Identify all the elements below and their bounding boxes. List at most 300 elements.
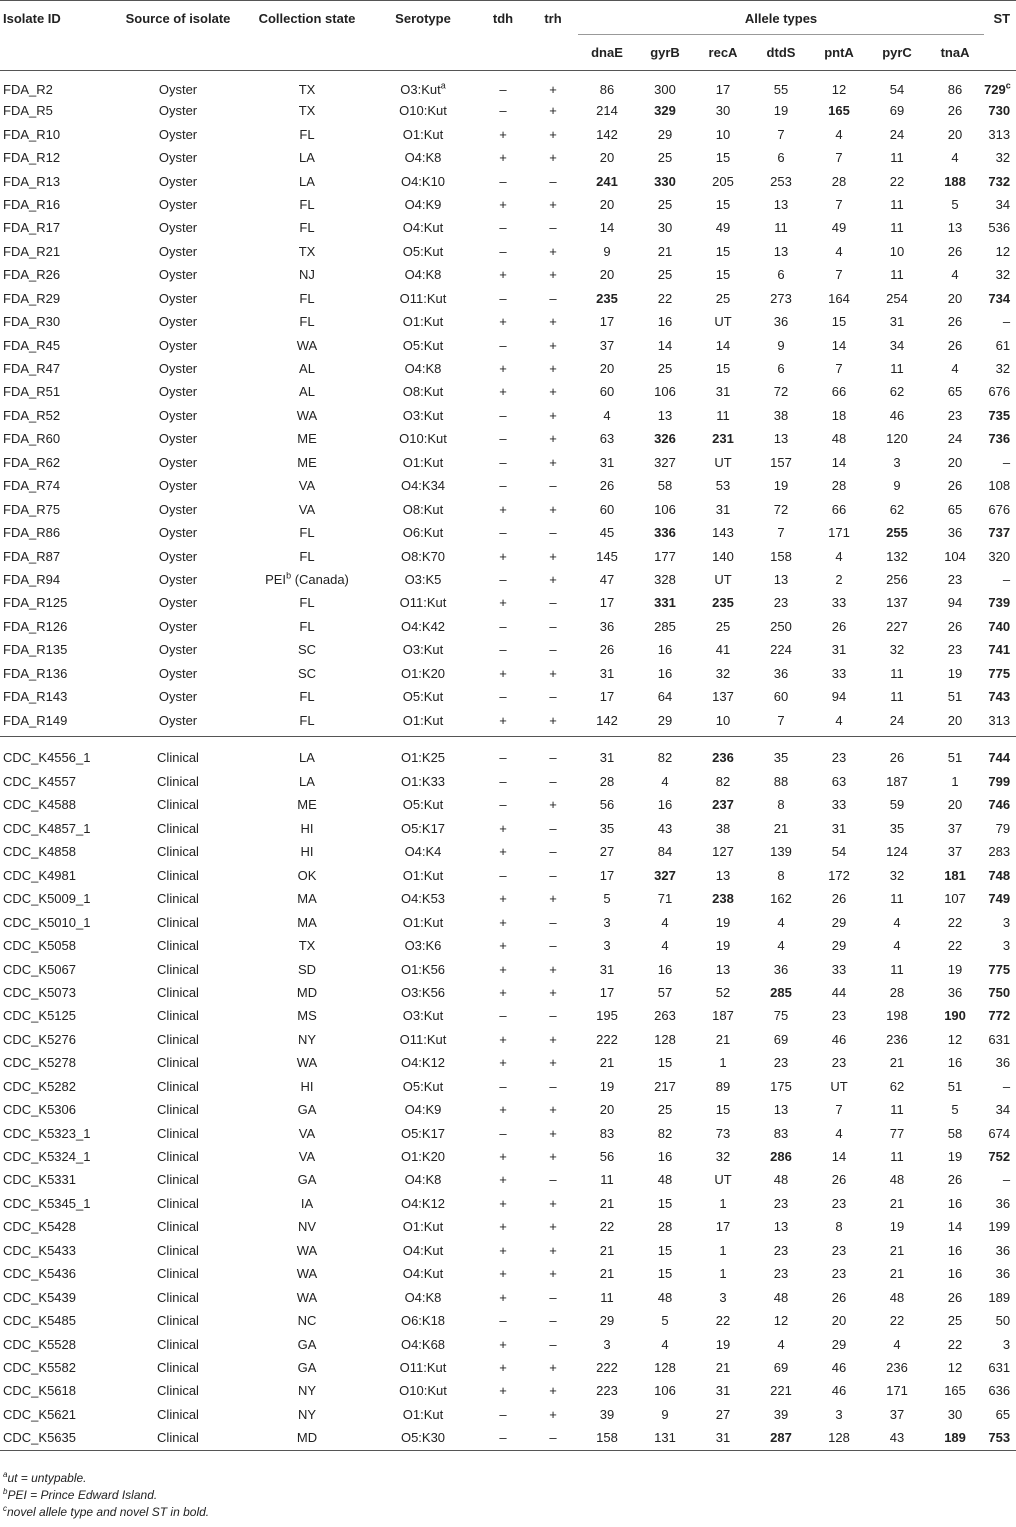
allele-cell-dtds: 11: [774, 220, 788, 236]
allele-cell-reca: 1: [719, 1055, 727, 1071]
trh-cell: +: [549, 384, 557, 400]
allele-cell-pyrc: 120: [886, 431, 908, 447]
st-cell: 636: [988, 1383, 1011, 1399]
tdh-cell: +: [499, 665, 507, 681]
trh-cell: –: [549, 1172, 557, 1188]
source-cell: Clinical: [157, 749, 199, 765]
allele-cell-pyrc: 9: [893, 478, 901, 494]
state-cell: [246, 240, 368, 263]
isolate-id-cell: CDC_K4857_1: [3, 820, 91, 836]
serotype-value: O10:Kut: [399, 103, 447, 119]
tdh-cell: +: [499, 1195, 507, 1211]
serotype-cell: [368, 1004, 478, 1027]
state-cell: [246, 216, 368, 239]
allele-cell-dnae: 20: [599, 267, 615, 283]
allele-cell-reca: 82: [715, 774, 731, 790]
st-cell: 79: [995, 820, 1011, 836]
allele-cell-pyrc: 10: [889, 243, 905, 259]
allele-cell-dnae: 20: [599, 150, 615, 166]
allele-cell-tnaa: 65: [947, 384, 963, 400]
header-trh: trh: [528, 1, 578, 71]
allele-cell-tnaa: 22: [947, 1336, 963, 1352]
footnote-text: ut = untypable.: [7, 1471, 87, 1485]
allele-cell-dnae: 20: [599, 196, 615, 212]
state-cell: [246, 685, 368, 708]
allele-cell-pnta: 7: [835, 196, 843, 212]
table-row: [0, 1145, 1016, 1168]
trh-cell: +: [549, 501, 557, 517]
isolate-id-cell: FDA_R149: [3, 712, 68, 728]
tdh-cell: –: [499, 173, 507, 189]
tdh-cell: +: [499, 938, 507, 954]
allele-cell-dtds: 9: [777, 337, 785, 353]
st-cell: 32: [995, 150, 1011, 166]
tdh-cell: +: [499, 1031, 507, 1047]
allele-cell-gyrb: 217: [654, 1078, 676, 1094]
state-value: VA: [298, 1125, 316, 1141]
allele-cell-dnae: 45: [599, 525, 615, 541]
st-cell: 744: [988, 749, 1011, 765]
footnote-mark: a: [3, 1470, 8, 1479]
allele-cell-dtds: 175: [770, 1078, 792, 1094]
allele-cell-pnta: 29: [831, 914, 847, 930]
allele-cell-reca: 205: [712, 173, 734, 189]
serotype-cell: [368, 615, 478, 638]
header-serotype: Serotype: [368, 1, 478, 71]
footnote-text: novel allele type and novel ST in bold.: [7, 1505, 210, 1519]
allele-cell-dtds: 7: [777, 712, 785, 728]
allele-cell-dtds: 39: [773, 1406, 789, 1422]
oyster-isolates-group: [0, 71, 1016, 736]
header-st: ST: [984, 1, 1016, 71]
allele-cell-dnae: 11: [600, 1289, 614, 1305]
allele-cell-tnaa: 16: [947, 1266, 963, 1282]
state-cell: [246, 1145, 368, 1168]
trh-cell: –: [549, 867, 557, 883]
source-cell: Clinical: [157, 1078, 199, 1094]
serotype-value: O4:K53: [400, 891, 446, 907]
allele-cell-tnaa: 51: [947, 689, 963, 705]
st-cell: –: [1002, 571, 1011, 587]
state-value: GA: [297, 1359, 317, 1375]
serotype-cell: [368, 817, 478, 840]
allele-cell-pnta: 33: [831, 797, 847, 813]
tdh-cell: +: [499, 1383, 507, 1399]
serotype-cell: [368, 1426, 478, 1450]
st-cell: 34: [995, 1102, 1011, 1118]
trh-cell: +: [549, 103, 557, 119]
tdh-cell: –: [499, 220, 507, 236]
allele-cell-pyrc: 227: [886, 618, 908, 634]
tdh-cell: +: [499, 712, 507, 728]
isolate-id-cell: CDC_K4981: [3, 867, 76, 883]
allele-cell-reca: 15: [715, 243, 731, 259]
state-value: ME: [297, 431, 317, 447]
serotype-value: O5:Kut: [402, 337, 444, 353]
isolate-id-cell: FDA_R86: [3, 525, 61, 541]
tdh-cell: +: [499, 1242, 507, 1258]
state-cell: [246, 427, 368, 450]
serotype-value: O4:K12: [400, 1195, 446, 1211]
table-row: [0, 99, 1016, 122]
allele-cell-pnta: 7: [835, 1102, 843, 1118]
trh-cell: –: [549, 689, 557, 705]
allele-cell-dnae: 9: [603, 243, 611, 259]
allele-cell-dnae: 17: [599, 867, 615, 883]
allele-cell-reca: UT: [714, 454, 732, 470]
st-cell: 189: [988, 1289, 1011, 1305]
allele-cell-tnaa: 4: [951, 150, 959, 166]
allele-cell-reca: 31: [715, 1430, 731, 1446]
isolate-id-cell: FDA_R60: [3, 431, 61, 447]
allele-cell-dtds: 7: [777, 126, 785, 142]
state-value: AL: [299, 384, 315, 400]
allele-cell-reca: 41: [715, 642, 731, 658]
table-row: [0, 770, 1016, 793]
serotype-cell: [368, 122, 478, 145]
allele-cell-reca: 15: [715, 361, 731, 377]
allele-cell-dnae: 158: [596, 1430, 618, 1446]
table-row: [0, 1168, 1016, 1191]
allele-cell-tnaa: 23: [947, 642, 963, 658]
isolate-id-cell: FDA_R136: [3, 665, 68, 681]
isolate-id-cell: FDA_R30: [3, 314, 61, 330]
allele-cell-dnae: 11: [600, 1172, 614, 1188]
allele-cell-dtds: 88: [773, 774, 789, 790]
allele-cell-dnae: 35: [599, 820, 615, 836]
allele-cell-gyrb: 84: [657, 844, 673, 860]
allele-cell-pyrc: 4: [893, 914, 901, 930]
serotype-cell: [368, 1075, 478, 1098]
table-row: [0, 1215, 1016, 1238]
state-value: FL: [299, 595, 315, 611]
serotype-value: O1:K20: [400, 665, 446, 681]
serotype-value: O3:Kut: [400, 81, 441, 97]
allele-cell-dnae: 29: [599, 1313, 615, 1329]
allele-cell-tnaa: 37: [947, 844, 963, 860]
header-allele-dnae: dnaE: [591, 45, 623, 60]
allele-cell-pnta: 31: [831, 642, 847, 658]
serotype-value: O5:K30: [400, 1430, 446, 1446]
source-cell: Oyster: [158, 243, 198, 259]
table-row: [0, 1426, 1016, 1450]
allele-cell-gyrb: 106: [654, 501, 676, 517]
allele-cell-dtds: 23: [773, 595, 789, 611]
allele-cell-dtds: 48: [773, 1289, 789, 1305]
source-cell: Clinical: [157, 1172, 199, 1188]
serotype-value: O3:K6: [404, 938, 442, 954]
allele-cell-tnaa: 37: [947, 820, 963, 836]
isolate-id-cell: CDC_K5345_1: [3, 1195, 91, 1211]
allele-cell-reca: 143: [712, 525, 734, 541]
allele-cell-gyrb: 330: [654, 173, 676, 189]
tdh-cell: +: [499, 267, 507, 283]
allele-cell-tnaa: 26: [947, 103, 963, 119]
st-cell: 737: [988, 525, 1011, 541]
isolate-id-cell: CDC_K4557: [3, 774, 76, 790]
allele-cell-dtds: 23: [773, 1242, 789, 1258]
allele-cell-pnta: 46: [831, 1031, 847, 1047]
state-value: NV: [297, 1219, 317, 1235]
allele-cell-tnaa: 4: [951, 267, 959, 283]
allele-cell-reca: 21: [715, 1031, 731, 1047]
state-cell: [246, 404, 368, 427]
allele-cell-dnae: 17: [599, 314, 615, 330]
state-cell: [246, 793, 368, 816]
tdh-cell: +: [499, 384, 507, 400]
table-row: [0, 357, 1016, 380]
allele-cell-pyrc: 11: [890, 961, 904, 977]
allele-cell-dnae: 21: [599, 1195, 615, 1211]
tdh-cell: –: [499, 867, 507, 883]
serotype-value: O1:Kut: [402, 914, 444, 930]
allele-cell-pnta: 33: [831, 665, 847, 681]
allele-cell-reca: 15: [715, 1102, 731, 1118]
allele-cell-tnaa: 23: [947, 571, 963, 587]
allele-cell-tnaa: 20: [947, 454, 963, 470]
allele-cell-dnae: 145: [596, 548, 618, 564]
isolate-id-cell: CDC_K5010_1: [3, 914, 91, 930]
table-row: [0, 497, 1016, 520]
source-cell: Clinical: [157, 867, 199, 883]
allele-cell-gyrb: 327: [654, 867, 676, 883]
allele-cell-dtds: 12: [773, 1313, 789, 1329]
tdh-cell: –: [499, 525, 507, 541]
serotype-cell: [368, 71, 478, 99]
tdh-cell: –: [499, 571, 507, 587]
st-cell: 775: [988, 665, 1011, 681]
source-cell: Oyster: [158, 407, 198, 423]
st-cell: 753: [988, 1430, 1011, 1446]
serotype-cell: [368, 287, 478, 310]
allele-cell-gyrb: 16: [657, 961, 673, 977]
allele-cell-gyrb: 331: [654, 595, 676, 611]
allele-cell-reca: 19: [715, 1336, 731, 1352]
serotype-value: O11:Kut: [399, 595, 447, 611]
allele-cell-tnaa: 20: [947, 126, 963, 142]
allele-cell-reca: 31: [715, 1383, 731, 1399]
allele-cell-dtds: 36: [773, 961, 789, 977]
allele-cell-reca: 140: [712, 548, 734, 564]
trh-cell: –: [549, 220, 557, 236]
allele-cell-pnta: 172: [828, 867, 850, 883]
tdh-cell: +: [499, 820, 507, 836]
header-allele-tnaa: tnaA: [940, 45, 970, 60]
st-cell: 32: [995, 267, 1011, 283]
table-row: [0, 193, 1016, 216]
st-cell: 3: [1002, 938, 1011, 954]
allele-cell-pnta: 4: [835, 712, 843, 728]
allele-cell-pyrc: 21: [889, 1266, 905, 1282]
allele-cell-reca: 1: [719, 1195, 727, 1211]
allele-cell-dtds: 13: [773, 243, 789, 259]
table-header: [0, 1, 1016, 72]
st-cell: 34: [995, 196, 1011, 212]
allele-cell-dnae: 222: [596, 1359, 618, 1375]
allele-cell-dnae: 36: [599, 618, 615, 634]
st-cell: 320: [988, 548, 1011, 564]
tdh-cell: +: [499, 891, 507, 907]
tdh-cell: +: [499, 126, 507, 142]
allele-cell-pyrc: 11: [890, 1102, 904, 1118]
state-value: FL: [299, 314, 315, 330]
source-cell: Oyster: [158, 642, 198, 658]
allele-cell-gyrb: 327: [654, 454, 676, 470]
st-cell: 743: [988, 689, 1011, 705]
isolate-id-cell: FDA_R52: [3, 407, 61, 423]
allele-cell-dtds: 250: [770, 618, 792, 634]
source-cell: Oyster: [158, 548, 198, 564]
allele-cell-dnae: 86: [599, 81, 615, 97]
allele-cell-pyrc: 62: [889, 1078, 905, 1094]
allele-cell-pnta: 26: [831, 618, 847, 634]
allele-cell-tnaa: 25: [947, 1313, 963, 1329]
trh-cell: +: [549, 548, 557, 564]
st-cell: 12: [995, 243, 1011, 259]
serotype-value: O4:K8: [404, 361, 442, 377]
state-cell: [246, 662, 368, 685]
trh-cell: +: [549, 712, 557, 728]
allele-cell-gyrb: 131: [654, 1430, 676, 1446]
source-cell: Oyster: [158, 290, 198, 306]
state-value: WA: [296, 1242, 318, 1258]
state-value: VA: [298, 1149, 316, 1165]
state-cell: [246, 71, 368, 99]
state-value: NC: [297, 1313, 317, 1329]
allele-cell-dnae: 83: [599, 1125, 615, 1141]
serotype-cell: [368, 427, 478, 450]
allele-cell-gyrb: 48: [657, 1289, 673, 1305]
state-value: MD: [296, 1430, 318, 1446]
allele-cell-dtds: 75: [773, 1008, 789, 1024]
allele-cell-pyrc: 11: [890, 1149, 904, 1165]
state-cell: [246, 1075, 368, 1098]
state-cell: [246, 169, 368, 192]
header-source: Source of isolate: [110, 1, 246, 71]
serotype-cell: [368, 146, 478, 169]
source-cell: Oyster: [158, 81, 198, 97]
serotype-value: O11:Kut: [399, 1031, 447, 1047]
st-cell: 313: [988, 712, 1011, 728]
state-value: GA: [297, 1336, 317, 1352]
tdh-cell: –: [499, 478, 507, 494]
serotype-cell: [368, 1051, 478, 1074]
allele-cell-dnae: 21: [599, 1055, 615, 1071]
state-cell: [246, 591, 368, 614]
state-value: SC: [297, 665, 317, 681]
state-cell: [246, 1051, 368, 1074]
tdh-cell: –: [499, 407, 507, 423]
state-cell: [246, 1309, 368, 1332]
allele-cell-tnaa: 5: [951, 196, 959, 212]
serotype-value: O8:Kut: [402, 384, 444, 400]
isolate-id-cell: CDC_K5278: [3, 1055, 76, 1071]
serotype-value: O4:K8: [404, 1172, 442, 1188]
serotype-value: O5:Kut: [402, 243, 444, 259]
table-row: [0, 1075, 1016, 1098]
allele-cell-pnta: 171: [828, 525, 850, 541]
serotype-value: O4:Kut: [402, 220, 444, 236]
table-row: [0, 380, 1016, 403]
isolate-id-cell: FDA_R21: [3, 243, 61, 259]
allele-cell-gyrb: 16: [657, 665, 673, 681]
allele-cell-gyrb: 5: [661, 1313, 669, 1329]
source-cell: Clinical: [157, 961, 199, 977]
allele-cell-gyrb: 106: [654, 384, 676, 400]
allele-cell-tnaa: 16: [947, 1195, 963, 1211]
allele-cell-dnae: 31: [599, 665, 615, 681]
isolate-id-cell: CDC_K5306: [3, 1102, 76, 1118]
serotype-value: O5:Kut: [402, 797, 444, 813]
isolate-id-cell: FDA_R74: [3, 478, 61, 494]
source-cell: Clinical: [157, 1266, 199, 1282]
tdh-cell: –: [499, 243, 507, 259]
allele-cell-tnaa: 51: [947, 749, 963, 765]
st-cell: 36: [995, 1055, 1011, 1071]
allele-cell-gyrb: 64: [657, 689, 673, 705]
allele-cell-reca: 73: [715, 1125, 731, 1141]
trh-cell: +: [549, 454, 557, 470]
trh-cell: –: [549, 618, 557, 634]
allele-cell-pnta: 66: [831, 501, 847, 517]
allele-cell-tnaa: 26: [947, 478, 963, 494]
allele-cell-dnae: 4: [603, 407, 611, 423]
state-cell: [246, 1098, 368, 1121]
table-row: [0, 1121, 1016, 1144]
allele-cell-tnaa: 22: [947, 938, 963, 954]
state-value: MS: [297, 1008, 317, 1024]
allele-cell-tnaa: 5: [951, 1102, 959, 1118]
source-cell: Clinical: [157, 914, 199, 930]
allele-cell-dtds: 286: [770, 1149, 792, 1165]
state-value: GA: [297, 1102, 317, 1118]
allele-cell-pnta: 31: [831, 820, 847, 836]
state-value: HI: [300, 844, 314, 860]
allele-cell-dtds: 4: [777, 1336, 785, 1352]
allele-cell-reca: 238: [712, 891, 734, 907]
allele-cell-gyrb: 336: [654, 525, 676, 541]
st-cell: 631: [988, 1359, 1011, 1375]
state-cell: [246, 1332, 368, 1355]
isolate-id-cell: CDC_K5058: [3, 938, 76, 954]
state-cell: [246, 333, 368, 356]
allele-cell-dtds: 21: [773, 820, 789, 836]
state-value: MA: [297, 891, 317, 907]
serotype-value: O4:K9: [404, 1102, 442, 1118]
serotype-cell: [368, 770, 478, 793]
allele-cell-pyrc: 171: [886, 1383, 908, 1399]
allele-cell-reca: 19: [715, 914, 731, 930]
allele-cell-gyrb: 4: [661, 1336, 669, 1352]
allele-cell-tnaa: 165: [944, 1383, 966, 1399]
state-cell: [246, 840, 368, 863]
st-cell: 741: [988, 642, 1011, 658]
serotype-value: O3:Kut: [402, 1008, 444, 1024]
table-row: [0, 1332, 1016, 1355]
st-cell: 313: [988, 126, 1011, 142]
table-row: [0, 685, 1016, 708]
serotype-cell: [368, 1192, 478, 1215]
allele-cell-tnaa: 13: [947, 220, 963, 236]
allele-cell-dnae: 142: [596, 126, 618, 142]
source-cell: Clinical: [157, 1219, 199, 1235]
serotype-cell: [368, 638, 478, 661]
serotype-value: O4:Kut: [402, 1266, 444, 1282]
allele-cell-gyrb: 30: [657, 220, 673, 236]
tdh-cell: –: [499, 1125, 507, 1141]
allele-cell-dtds: 55: [773, 81, 789, 97]
serotype-cell: [368, 521, 478, 544]
